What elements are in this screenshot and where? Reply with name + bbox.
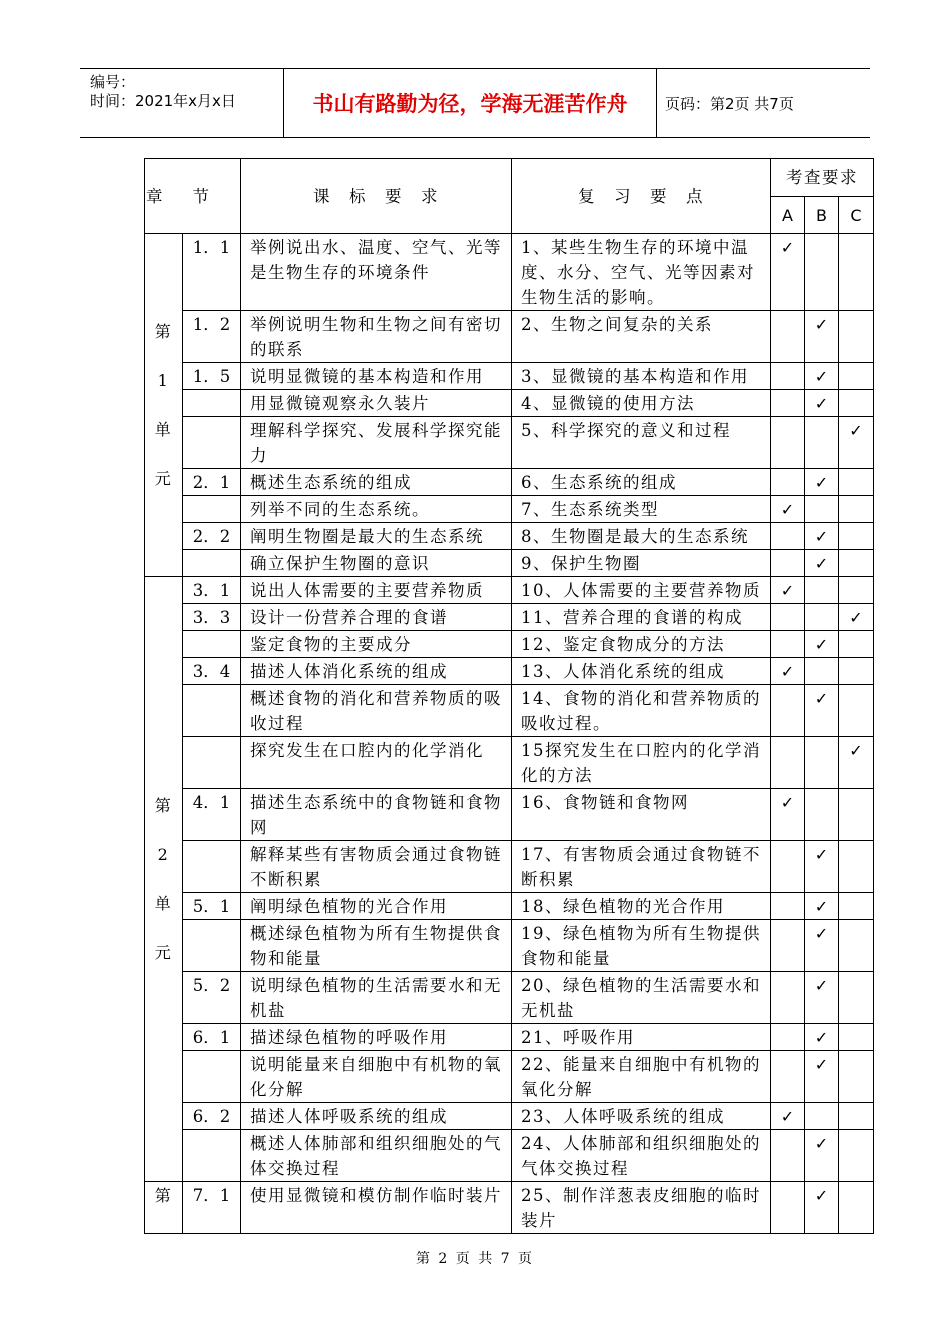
section-number <box>183 390 241 417</box>
standard-text: 阐明生物圈是最大的生态系统 <box>241 523 512 550</box>
standard-text: 用显微镜观察永久装片 <box>241 390 512 417</box>
standard-text: 鉴定食物的主要成分 <box>241 631 512 658</box>
table-row <box>145 789 874 841</box>
standard-text: 列举不同的生态系统。 <box>241 496 512 523</box>
review-point: 7、生态系统类型 <box>512 496 771 523</box>
level-c-cell <box>839 841 874 893</box>
header-meta <box>90 73 280 111</box>
unit-char: 1 <box>157 371 170 390</box>
level-b-cell: ✓ <box>805 311 839 363</box>
header-level-a: A <box>771 197 805 234</box>
review-point: 1、某些生物生存的环境中温度、水分、空气、光等因素对生物生活的影响。 <box>512 234 771 311</box>
review-point: 4、显微镜的使用方法 <box>512 390 771 417</box>
standard-text: 设计一份营养合理的食谱 <box>241 604 512 631</box>
level-c-cell <box>839 1051 874 1103</box>
header-standard: 课 标 要 求 <box>241 159 512 234</box>
table-row <box>145 685 874 737</box>
standard-text: 举例说出水、温度、空气、光等是生物生存的环境条件 <box>241 234 512 311</box>
level-c-cell <box>839 1182 874 1234</box>
review-point: 13、人体消化系统的组成 <box>512 658 771 685</box>
section-number <box>183 496 241 523</box>
level-c-cell <box>839 685 874 737</box>
standard-text: 概述绿色植物为所有生物提供食物和能量 <box>241 920 512 972</box>
level-c-cell <box>839 311 874 363</box>
level-b-cell: ✓ <box>805 1024 839 1051</box>
level-a-cell <box>771 972 805 1024</box>
level-a-cell <box>771 550 805 577</box>
level-b-cell: ✓ <box>805 1182 839 1234</box>
level-b-cell <box>805 496 839 523</box>
section-number: 5．2 <box>183 972 241 1024</box>
standard-text: 概述人体肺部和组织细胞处的气体交换过程 <box>241 1130 512 1182</box>
level-b-cell <box>805 737 839 789</box>
section-number <box>183 417 241 469</box>
section-number: 3．3 <box>183 604 241 631</box>
level-b-cell: ✓ <box>805 523 839 550</box>
review-point: 12、鉴定食物成分的方法 <box>512 631 771 658</box>
level-c-cell <box>839 496 874 523</box>
review-point: 25、制作洋葱表皮细胞的临时装片 <box>512 1182 771 1234</box>
level-b-cell: ✓ <box>805 1130 839 1182</box>
standard-text: 说明显微镜的基本构造和作用 <box>241 363 512 390</box>
level-a-cell <box>771 631 805 658</box>
section-number <box>183 1051 241 1103</box>
review-point: 9、保护生物圈 <box>512 550 771 577</box>
table-row <box>145 1130 874 1182</box>
section-number: 7．1 <box>183 1182 241 1234</box>
review-point: 3、显微镜的基本构造和作用 <box>512 363 771 390</box>
level-b-cell: ✓ <box>805 631 839 658</box>
unit-char: 2 <box>157 845 170 864</box>
review-point: 5、科学探究的意义和过程 <box>512 417 771 469</box>
table-row <box>145 972 874 1024</box>
standard-text: 描述人体消化系统的组成 <box>241 658 512 685</box>
unit-char: 元 <box>154 943 173 962</box>
table-row <box>145 311 874 363</box>
unit-char: 单 <box>154 894 173 913</box>
unit-char: 第 <box>154 796 173 815</box>
level-a-cell <box>771 893 805 920</box>
curriculum-table <box>144 158 874 1234</box>
review-point: 21、呼吸作用 <box>512 1024 771 1051</box>
page-code: 页码：第2页 共7页 <box>665 95 794 113</box>
level-a-cell <box>771 920 805 972</box>
table-row <box>145 1051 874 1103</box>
level-a-cell <box>771 841 805 893</box>
level-c-cell <box>839 631 874 658</box>
section-number: 5．1 <box>183 893 241 920</box>
table-row <box>145 363 874 390</box>
level-a-cell <box>771 1130 805 1182</box>
level-c-cell <box>839 658 874 685</box>
unit-label <box>145 577 183 1182</box>
level-b-cell <box>805 234 839 311</box>
unit-char: 元 <box>154 469 173 488</box>
review-point: 16、食物链和食物网 <box>512 789 771 841</box>
standard-text: 说明能量来自细胞中有机物的氧化分解 <box>241 1051 512 1103</box>
table-row <box>145 417 874 469</box>
level-c-cell <box>839 523 874 550</box>
level-c-cell <box>839 893 874 920</box>
table-row <box>145 631 874 658</box>
level-b-cell <box>805 1103 839 1130</box>
standard-text: 概述食物的消化和营养物质的吸收过程 <box>241 685 512 737</box>
level-a-cell <box>771 604 805 631</box>
review-point: 23、人体呼吸系统的组成 <box>512 1103 771 1130</box>
level-c-cell: ✓ <box>839 737 874 789</box>
review-point: 6、生态系统的组成 <box>512 469 771 496</box>
section-number: 1．1 <box>183 234 241 311</box>
level-a-cell <box>771 363 805 390</box>
level-c-cell <box>839 469 874 496</box>
table-row <box>145 577 874 604</box>
review-point: 10、人体需要的主要营养物质 <box>512 577 771 604</box>
review-point: 15探究发生在口腔内的化学消化的方法 <box>512 737 771 789</box>
section-number <box>183 631 241 658</box>
header-requirements: 考查要求 <box>771 159 874 197</box>
level-a-cell <box>771 1051 805 1103</box>
standard-text: 说明绿色植物的生活需要水和无机盐 <box>241 972 512 1024</box>
number-label: 编号： <box>90 73 136 91</box>
table-row <box>145 550 874 577</box>
table-row <box>145 469 874 496</box>
level-c-cell <box>839 550 874 577</box>
header-chapter: 章节 <box>145 159 241 234</box>
level-b-cell: ✓ <box>805 685 839 737</box>
standard-text: 描述人体呼吸系统的组成 <box>241 1103 512 1130</box>
motto: 书山有路勤为径，学海无涯苦作舟 <box>283 69 657 137</box>
level-c-cell <box>839 789 874 841</box>
section-number: 1．5 <box>183 363 241 390</box>
standard-text: 探究发生在口腔内的化学消化 <box>241 737 512 789</box>
table-row <box>145 496 874 523</box>
level-c-cell: ✓ <box>839 417 874 469</box>
review-point: 11、营养合理的食谱的构成 <box>512 604 771 631</box>
level-b-cell: ✓ <box>805 1051 839 1103</box>
level-b-cell <box>805 604 839 631</box>
section-number: 3．1 <box>183 577 241 604</box>
table-row <box>145 920 874 972</box>
level-a-cell <box>771 311 805 363</box>
unit-char: 第 <box>154 322 173 341</box>
level-c-cell <box>839 363 874 390</box>
section-number: 6．2 <box>183 1103 241 1130</box>
level-a-cell <box>771 390 805 417</box>
level-a-cell <box>771 1182 805 1234</box>
level-c-cell <box>839 390 874 417</box>
unit-label <box>145 1182 183 1234</box>
review-point: 18、绿色植物的光合作用 <box>512 893 771 920</box>
level-b-cell <box>805 658 839 685</box>
table-row <box>145 658 874 685</box>
review-point: 19、绿色植物为所有生物提供食物和能量 <box>512 920 771 972</box>
section-number <box>183 737 241 789</box>
level-c-cell <box>839 1024 874 1051</box>
unit-label <box>145 234 183 577</box>
review-point: 22、能量来自细胞中有机物的氧化分解 <box>512 1051 771 1103</box>
review-point: 14、食物的消化和营养物质的吸收过程。 <box>512 685 771 737</box>
section-number <box>183 1130 241 1182</box>
section-number: 4．1 <box>183 789 241 841</box>
standard-text: 阐明绿色植物的光合作用 <box>241 893 512 920</box>
level-a-cell: ✓ <box>771 1103 805 1130</box>
section-number: 2．2 <box>183 523 241 550</box>
level-c-cell <box>839 234 874 311</box>
level-c-cell <box>839 577 874 604</box>
table-body <box>145 234 874 1234</box>
level-b-cell: ✓ <box>805 363 839 390</box>
section-number: 6．1 <box>183 1024 241 1051</box>
table-row <box>145 390 874 417</box>
table-row <box>145 604 874 631</box>
level-a-cell <box>771 685 805 737</box>
level-c-cell: ✓ <box>839 604 874 631</box>
level-b-cell: ✓ <box>805 841 839 893</box>
level-b-cell <box>805 417 839 469</box>
level-a-cell: ✓ <box>771 577 805 604</box>
table-row <box>145 737 874 789</box>
header-level-c: C <box>839 197 874 234</box>
section-number: 1．2 <box>183 311 241 363</box>
level-b-cell <box>805 577 839 604</box>
unit-char: 单 <box>154 420 173 439</box>
table-row <box>145 1024 874 1051</box>
table-row <box>145 841 874 893</box>
level-a-cell: ✓ <box>771 658 805 685</box>
level-a-cell <box>771 417 805 469</box>
level-c-cell <box>839 972 874 1024</box>
review-point: 17、有害物质会通过食物链不断积累 <box>512 841 771 893</box>
table-row <box>145 234 874 311</box>
level-b-cell: ✓ <box>805 893 839 920</box>
review-point: 20、绿色植物的生活需要水和无机盐 <box>512 972 771 1024</box>
level-c-cell <box>839 1130 874 1182</box>
section-number <box>183 550 241 577</box>
table-row <box>145 1182 874 1234</box>
review-point: 2、生物之间复杂的关系 <box>512 311 771 363</box>
table-row <box>145 893 874 920</box>
section-number: 2．1 <box>183 469 241 496</box>
level-a-cell: ✓ <box>771 789 805 841</box>
review-point: 24、人体肺部和组织细胞处的气体交换过程 <box>512 1130 771 1182</box>
standard-text: 理解科学探究、发展科学探究能力 <box>241 417 512 469</box>
level-b-cell: ✓ <box>805 972 839 1024</box>
section-number <box>183 685 241 737</box>
level-b-cell: ✓ <box>805 920 839 972</box>
level-b-cell: ✓ <box>805 550 839 577</box>
level-a-cell <box>771 1024 805 1051</box>
level-a-cell: ✓ <box>771 234 805 311</box>
standard-text: 使用显微镜和模仿制作临时装片 <box>241 1182 512 1234</box>
standard-text: 确立保护生物圈的意识 <box>241 550 512 577</box>
level-c-cell <box>839 1103 874 1130</box>
page-footer: 第 2 页 共 7 页 <box>415 1251 535 1267</box>
unit-char: 第 <box>154 1186 173 1205</box>
page-header <box>80 68 870 138</box>
header-review: 复 习 要 点 <box>512 159 771 234</box>
level-a-cell <box>771 523 805 550</box>
level-b-cell: ✓ <box>805 390 839 417</box>
standard-text: 概述生态系统的组成 <box>241 469 512 496</box>
level-a-cell <box>771 469 805 496</box>
standard-text: 描述生态系统中的食物链和食物网 <box>241 789 512 841</box>
table-row <box>145 523 874 550</box>
level-a-cell: ✓ <box>771 496 805 523</box>
section-number <box>183 920 241 972</box>
standard-text: 解释某些有害物质会通过食物链不断积累 <box>241 841 512 893</box>
level-b-cell <box>805 789 839 841</box>
level-a-cell <box>771 737 805 789</box>
level-c-cell <box>839 920 874 972</box>
standard-text: 说出人体需要的主要营养物质 <box>241 577 512 604</box>
level-b-cell: ✓ <box>805 469 839 496</box>
date-line: 时间：2021年x月x日 <box>90 92 236 110</box>
section-number: 3．4 <box>183 658 241 685</box>
header-level-b: B <box>805 197 839 234</box>
section-number <box>183 841 241 893</box>
standard-text: 举例说明生物和生物之间有密切的联系 <box>241 311 512 363</box>
table-row <box>145 1103 874 1130</box>
standard-text: 描述绿色植物的呼吸作用 <box>241 1024 512 1051</box>
review-point: 8、生物圈是最大的生态系统 <box>512 523 771 550</box>
